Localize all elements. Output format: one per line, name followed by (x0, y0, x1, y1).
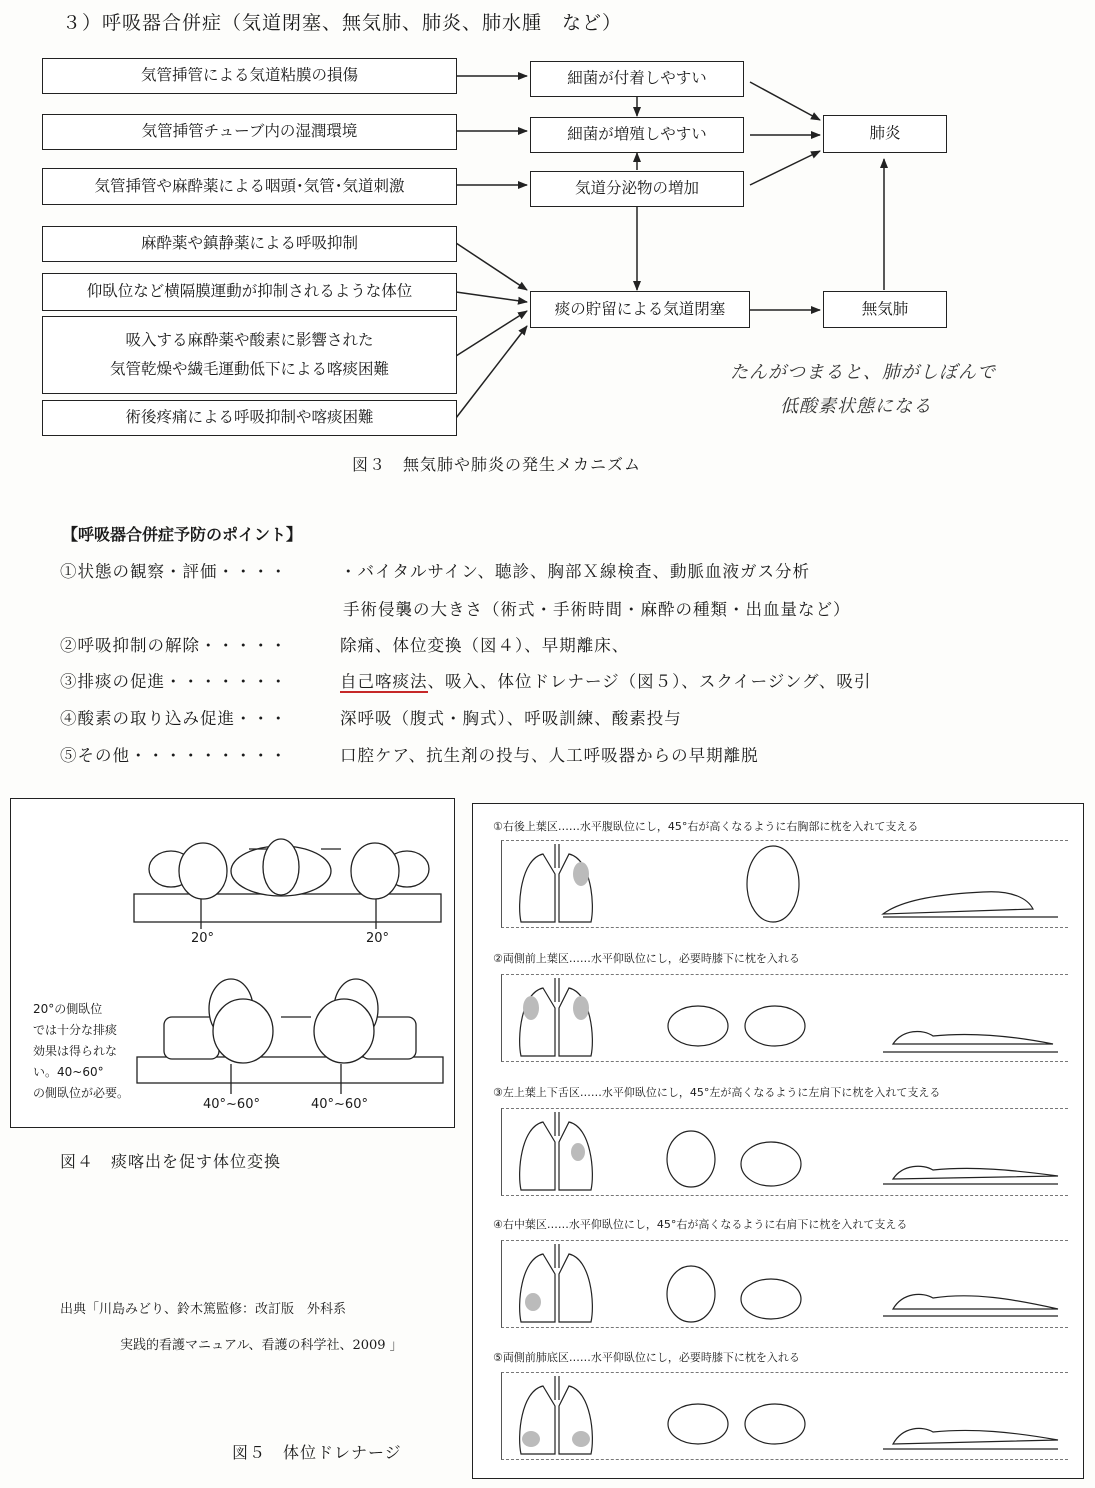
point-text: ・バイタルサイン、聴診、胸部Ｘ線検査、動脈血液ガス分析 (340, 562, 811, 581)
lobe-shape (741, 1142, 801, 1186)
point-item (60, 632, 629, 656)
point-text: 口腔ケア、抗生剤の投与、人工呼吸器からの早期離脱 (340, 746, 759, 765)
note-line: い。40~60° (33, 1065, 104, 1079)
shaded-area (572, 1431, 590, 1447)
point-item (60, 668, 871, 692)
underlined-term: 自己喀痰法 (340, 672, 428, 691)
source-line: 実践的看護マニュアル、看護の科学社、2009 」 (120, 1338, 403, 1353)
point-label: ④酸素の取り込み促進・・・ (60, 709, 288, 728)
shaded-area (522, 1431, 540, 1447)
note-line: の側臥位が必要。 (33, 1086, 130, 1100)
angle-label: 40°~60° (203, 1097, 260, 1112)
middle-box: 痰の貯留による気道閉塞 (530, 291, 750, 328)
lobe-shape (747, 846, 799, 922)
drainage-caption: ⑤両側前肺底区……水平仰臥位にし，必要時膝下に枕を入れる (493, 1351, 800, 1364)
figure3-caption: 図３ 無気肺や肺炎の発生メカニズム (352, 455, 642, 474)
shaded-area (525, 1293, 541, 1311)
arrow (456, 243, 527, 290)
lobe-shape (741, 1279, 801, 1319)
drainage-illustrations (473, 804, 1082, 1477)
cause-line: 気管乾燥や繊毛運動低下による喀痰困難 (109, 360, 389, 378)
patient-figure (893, 1166, 1058, 1179)
lobe-shape (745, 1006, 805, 1046)
middle-box: 細菌が増殖しやすい (530, 117, 744, 153)
arrow (750, 82, 820, 120)
drainage-caption: ③左上葉上下舌区……水平仰臥位にし，45°左が高くなるように左肩下に枕を入れて支える (493, 1086, 941, 1099)
outcome-pneumonia: 肺炎 (823, 115, 947, 153)
lobe-shape (667, 1266, 715, 1322)
point-label: ⑤その他・・・・・・・・・ (60, 746, 288, 765)
cause-box: 気管挿管や麻酔薬による咽頭･気管･気道刺激 (42, 168, 457, 205)
drainage-caption: ④右中葉区……水平仰臥位にし，45°右が高くなるように右肩下に枕を入れて支える (493, 1218, 908, 1231)
figure4-note (33, 999, 129, 1104)
outcome-atelectasis: 無気肺 (823, 291, 947, 328)
arrow (456, 326, 527, 418)
lobe-shape (667, 1131, 715, 1187)
shaded-area (571, 1143, 585, 1161)
section-title: ３）呼吸器合併症（気道閉塞、無気肺、肺炎、肺水腫 など） (62, 12, 623, 34)
drainage-caption: ①右後上葉区……水平腹臥位にし，45°右が高くなるように右胸部に枕を入れて支える (493, 820, 919, 833)
patient-figure (883, 892, 1033, 914)
patient-figure (893, 1031, 1053, 1044)
lobe-shape (745, 1404, 805, 1444)
point-item (60, 742, 759, 766)
angle-label: 20° (366, 931, 390, 946)
handwritten-note-line: たんがつまると、肺がしぼんで (730, 362, 996, 383)
drainage-caption: ②両側前上葉区……水平仰臥位にし，必要時膝下に枕を入れる (493, 952, 800, 965)
lobe-shape (668, 1404, 728, 1444)
cause-box-multiline (42, 316, 457, 394)
cause-box: 術後疼痛による呼吸抑制や喀痰困難 (42, 400, 457, 436)
middle-box: 細菌が付着しやすい (530, 61, 744, 97)
cause-line: 吸入する麻酔薬や酸素に影響された (125, 330, 374, 349)
shaded-area (523, 996, 539, 1020)
points-title: 【呼吸器合併症予防のポイント】 (62, 525, 303, 544)
note-line: 効果は得られな (33, 1044, 118, 1058)
shaded-area (573, 996, 589, 1020)
arrow (456, 292, 527, 302)
lobe-shape (668, 1006, 728, 1046)
patient-figure (893, 1294, 1058, 1309)
angle-label: 40°~60° (311, 1097, 368, 1112)
arrow (750, 151, 820, 185)
point-label: ③排痰の促進・・・・・・・ (60, 672, 288, 691)
arrow (456, 311, 527, 356)
point-item (60, 705, 682, 729)
figure5-frame (472, 803, 1084, 1479)
figure4-caption: 図４ 痰喀出を促す体位変換 (60, 1152, 282, 1171)
cause-box: 気管挿管チューブ内の湿潤環境 (42, 114, 457, 150)
cause-box: 気管挿管による気道粘膜の損傷 (42, 58, 457, 94)
figure4-frame (10, 798, 455, 1128)
note-line: では十分な排痰 (33, 1023, 118, 1037)
cause-box: 麻酔薬や鎮静薬による呼吸抑制 (42, 226, 457, 262)
point-item-continued: 手術侵襲の大きさ（術式・手術時間・麻酔の種類・出血量など） (343, 600, 851, 619)
point-label: ②呼吸抑制の解除・・・・・ (60, 636, 288, 655)
cause-box: 仰臥位など横隔膜運動が抑制されるような体位 (42, 273, 457, 311)
angle-label: 20° (191, 931, 215, 946)
point-text: 、吸入、体位ドレナージ（図５）、スクイージング、吸引 (427, 672, 872, 691)
middle-box: 気道分泌物の増加 (530, 171, 744, 207)
point-text: 深呼吸（腹式・胸式）、呼吸訓練、酸素投与 (340, 709, 682, 728)
patient-figure (893, 1428, 1058, 1444)
shaded-area (573, 862, 589, 886)
note-line: 20°の側臥位 (33, 1002, 103, 1016)
point-text: 除痛、体位変換（図４）、早期離床、 (340, 636, 630, 655)
handwritten-note-line: 低酸素状態になる (780, 396, 932, 417)
figure5-caption: 図５ 体位ドレナージ (232, 1443, 402, 1462)
point-item (60, 558, 810, 582)
point-label: ①状態の観察・評価・・・・ (60, 562, 288, 581)
source-line: 出典「川島みどり、鈴木篤監修：改訂版 外科系 (60, 1302, 347, 1317)
